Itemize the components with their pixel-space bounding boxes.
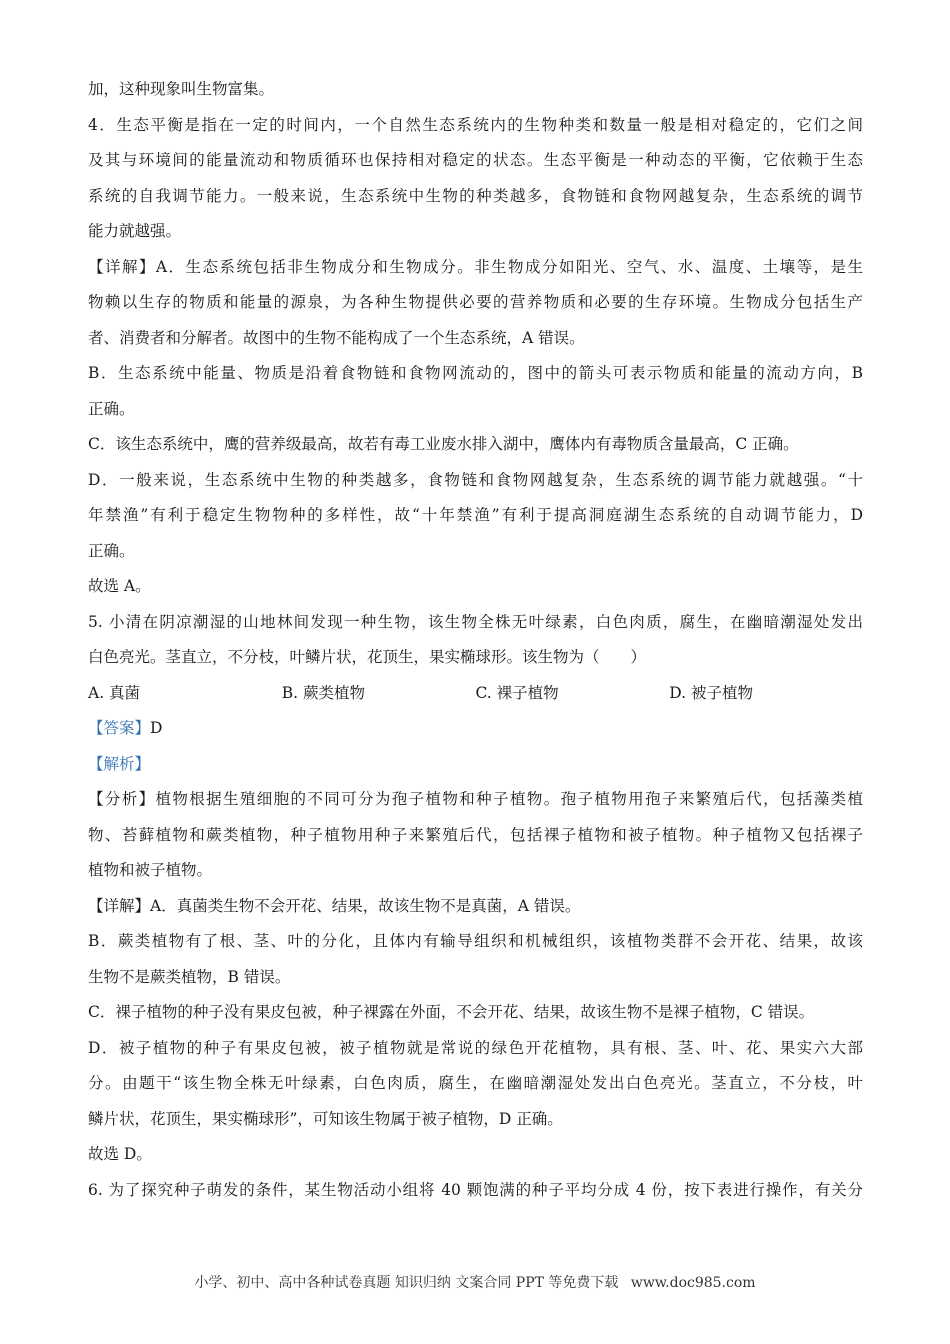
text-line: 年禁渔”有利于稳定生物物种的多样性，故“十年禁渔”有利于提高洞庭湖生态系统的自动调节能力，D — [88, 506, 863, 524]
answer-value: D — [150, 719, 163, 737]
text-line: 及其与环境间的能量流动和物质循环也保持相对稳定的状态。生态平衡是一种动态的平衡，它依赖于生态 — [88, 151, 863, 169]
text-line: 分。由题干“该生物全株无叶绿素，白色肉质，腐生，在幽暗潮湿处发出白色亮光。茎直立，不分枝，叶 — [88, 1074, 863, 1092]
option-a: A. 真菌 — [88, 683, 141, 702]
document-body — [88, 72, 863, 1208]
text-line: 物、苔藓植物和蕨类植物，种子植物用种子来繁殖后代，包括裸子植物和被子植物。种子植物又包括裸子 — [88, 825, 863, 844]
text-line: B．蕨类植物有了根、茎、叶的分化，且体内有输导组织和机械组织，该植物类群不会开花、结果，故该 — [88, 932, 863, 950]
text-line: 正确。 — [88, 399, 135, 418]
answer-line — [88, 711, 863, 747]
option-b: B. 蕨类植物 — [281, 683, 365, 702]
answer-tag: 【答案】 — [88, 719, 151, 737]
text-line: 者、消费者和分解者。故图中的生物不能构成了一个生态系统，A 错误。 — [88, 328, 585, 347]
analysis-line — [88, 747, 863, 783]
text-line: 能力就越强。 — [88, 222, 182, 240]
text-line: 故选 D。 — [88, 1145, 152, 1163]
text-line: 加，这种现象叫生物富集。 — [88, 80, 275, 98]
page-footer — [0, 1272, 950, 1292]
footer-text: 小学、初中、高中各种试卷真题 知识归纳 文案合同 PPT 等免费下载 — [194, 1275, 619, 1291]
option-c: C. 裸子植物 — [475, 683, 559, 702]
text-line: C．裸子植物的种子没有果皮包被，种子裸露在外面，不会开花、结果，故该生物不是裸子植物，C 错误。 — [88, 1003, 815, 1021]
text-line: D．被子植物的种子有果皮包被，被子植物就是常说的绿色开花植物，具有根、茎、叶、花、果实六大部 — [88, 1038, 863, 1057]
text-line: 故选 A。 — [88, 577, 151, 595]
text-line: 正确。 — [88, 541, 135, 560]
text-line: C．该生态系统中，鹰的营养级最高，故若有毒工业废水排入湖中，鹰体内有毒物质含量最高，C 正确。 — [88, 435, 799, 453]
text-line: 生物不是蕨类植物，B 错误。 — [88, 967, 291, 986]
text-line: 【详解】A．真菌类生物不会开花、结果，故该生物不是真菌，A 错误。 — [88, 896, 581, 915]
question-6-line: 6. 为了探究种子萌发的条件，某生物活动小组将 40 颗饱满的种子平均分成 4 份，按下表进行操作，有关分 — [88, 1180, 863, 1199]
analysis-tag: 【解析】 — [88, 754, 151, 773]
answer-options — [88, 676, 863, 712]
text-line: 【分析】植物根据生殖细胞的不同可分为孢子植物和种子植物。孢子植物用孢子来繁殖后代，包括藻类植 — [88, 790, 863, 808]
text-line: 植物和被子植物。 — [88, 861, 213, 879]
option-d: D. 被子植物 — [669, 683, 753, 702]
text-line: 【详解】A．生态系统包括非生物成分和生物成分。非生物成分如阳光、空气、水、温度、土壤等，是生 — [88, 257, 863, 276]
text-line: 系统的自我调节能力。一般来说，生态系统中生物的种类越多，食物链和食物网越复杂，生态系统的调节 — [88, 186, 863, 205]
footer-url[interactable]: www.doc985.com — [630, 1275, 756, 1291]
text-line: 物赖以生存的物质和能量的源泉，为各种生物提供必要的营养物质和必要的生存环境。生物成分包括生产 — [88, 293, 863, 311]
text-line: D．一般来说，生态系统中生物的种类越多，食物链和食物网越复杂，生态系统的调节能力就越强。“十 — [88, 470, 863, 489]
question-5-line: 白色亮光。茎直立，不分枝，叶鳞片状，花顶生，果实椭球形。该生物为（ ） — [88, 648, 647, 666]
text-line: 4．生态平衡是指在一定的时间内，一个自然生态系统内的生物种类和数量一般是相对稳定的，它们之间 — [88, 115, 863, 134]
question-5-line: 5. 小清在阴凉潮湿的山地林间发现一种生物，该生物全株无叶绿素，白色肉质，腐生，在幽暗潮湿处发出 — [88, 612, 863, 631]
text-line: 鳞片状，花顶生，果实椭球形”，可知该生物属于被子植物，D 正确。 — [88, 1109, 563, 1128]
text-line: B．生态系统中能量、物质是沿着食物链和食物网流动的，图中的箭头可表示物质和能量的流动方向，B — [88, 364, 863, 382]
